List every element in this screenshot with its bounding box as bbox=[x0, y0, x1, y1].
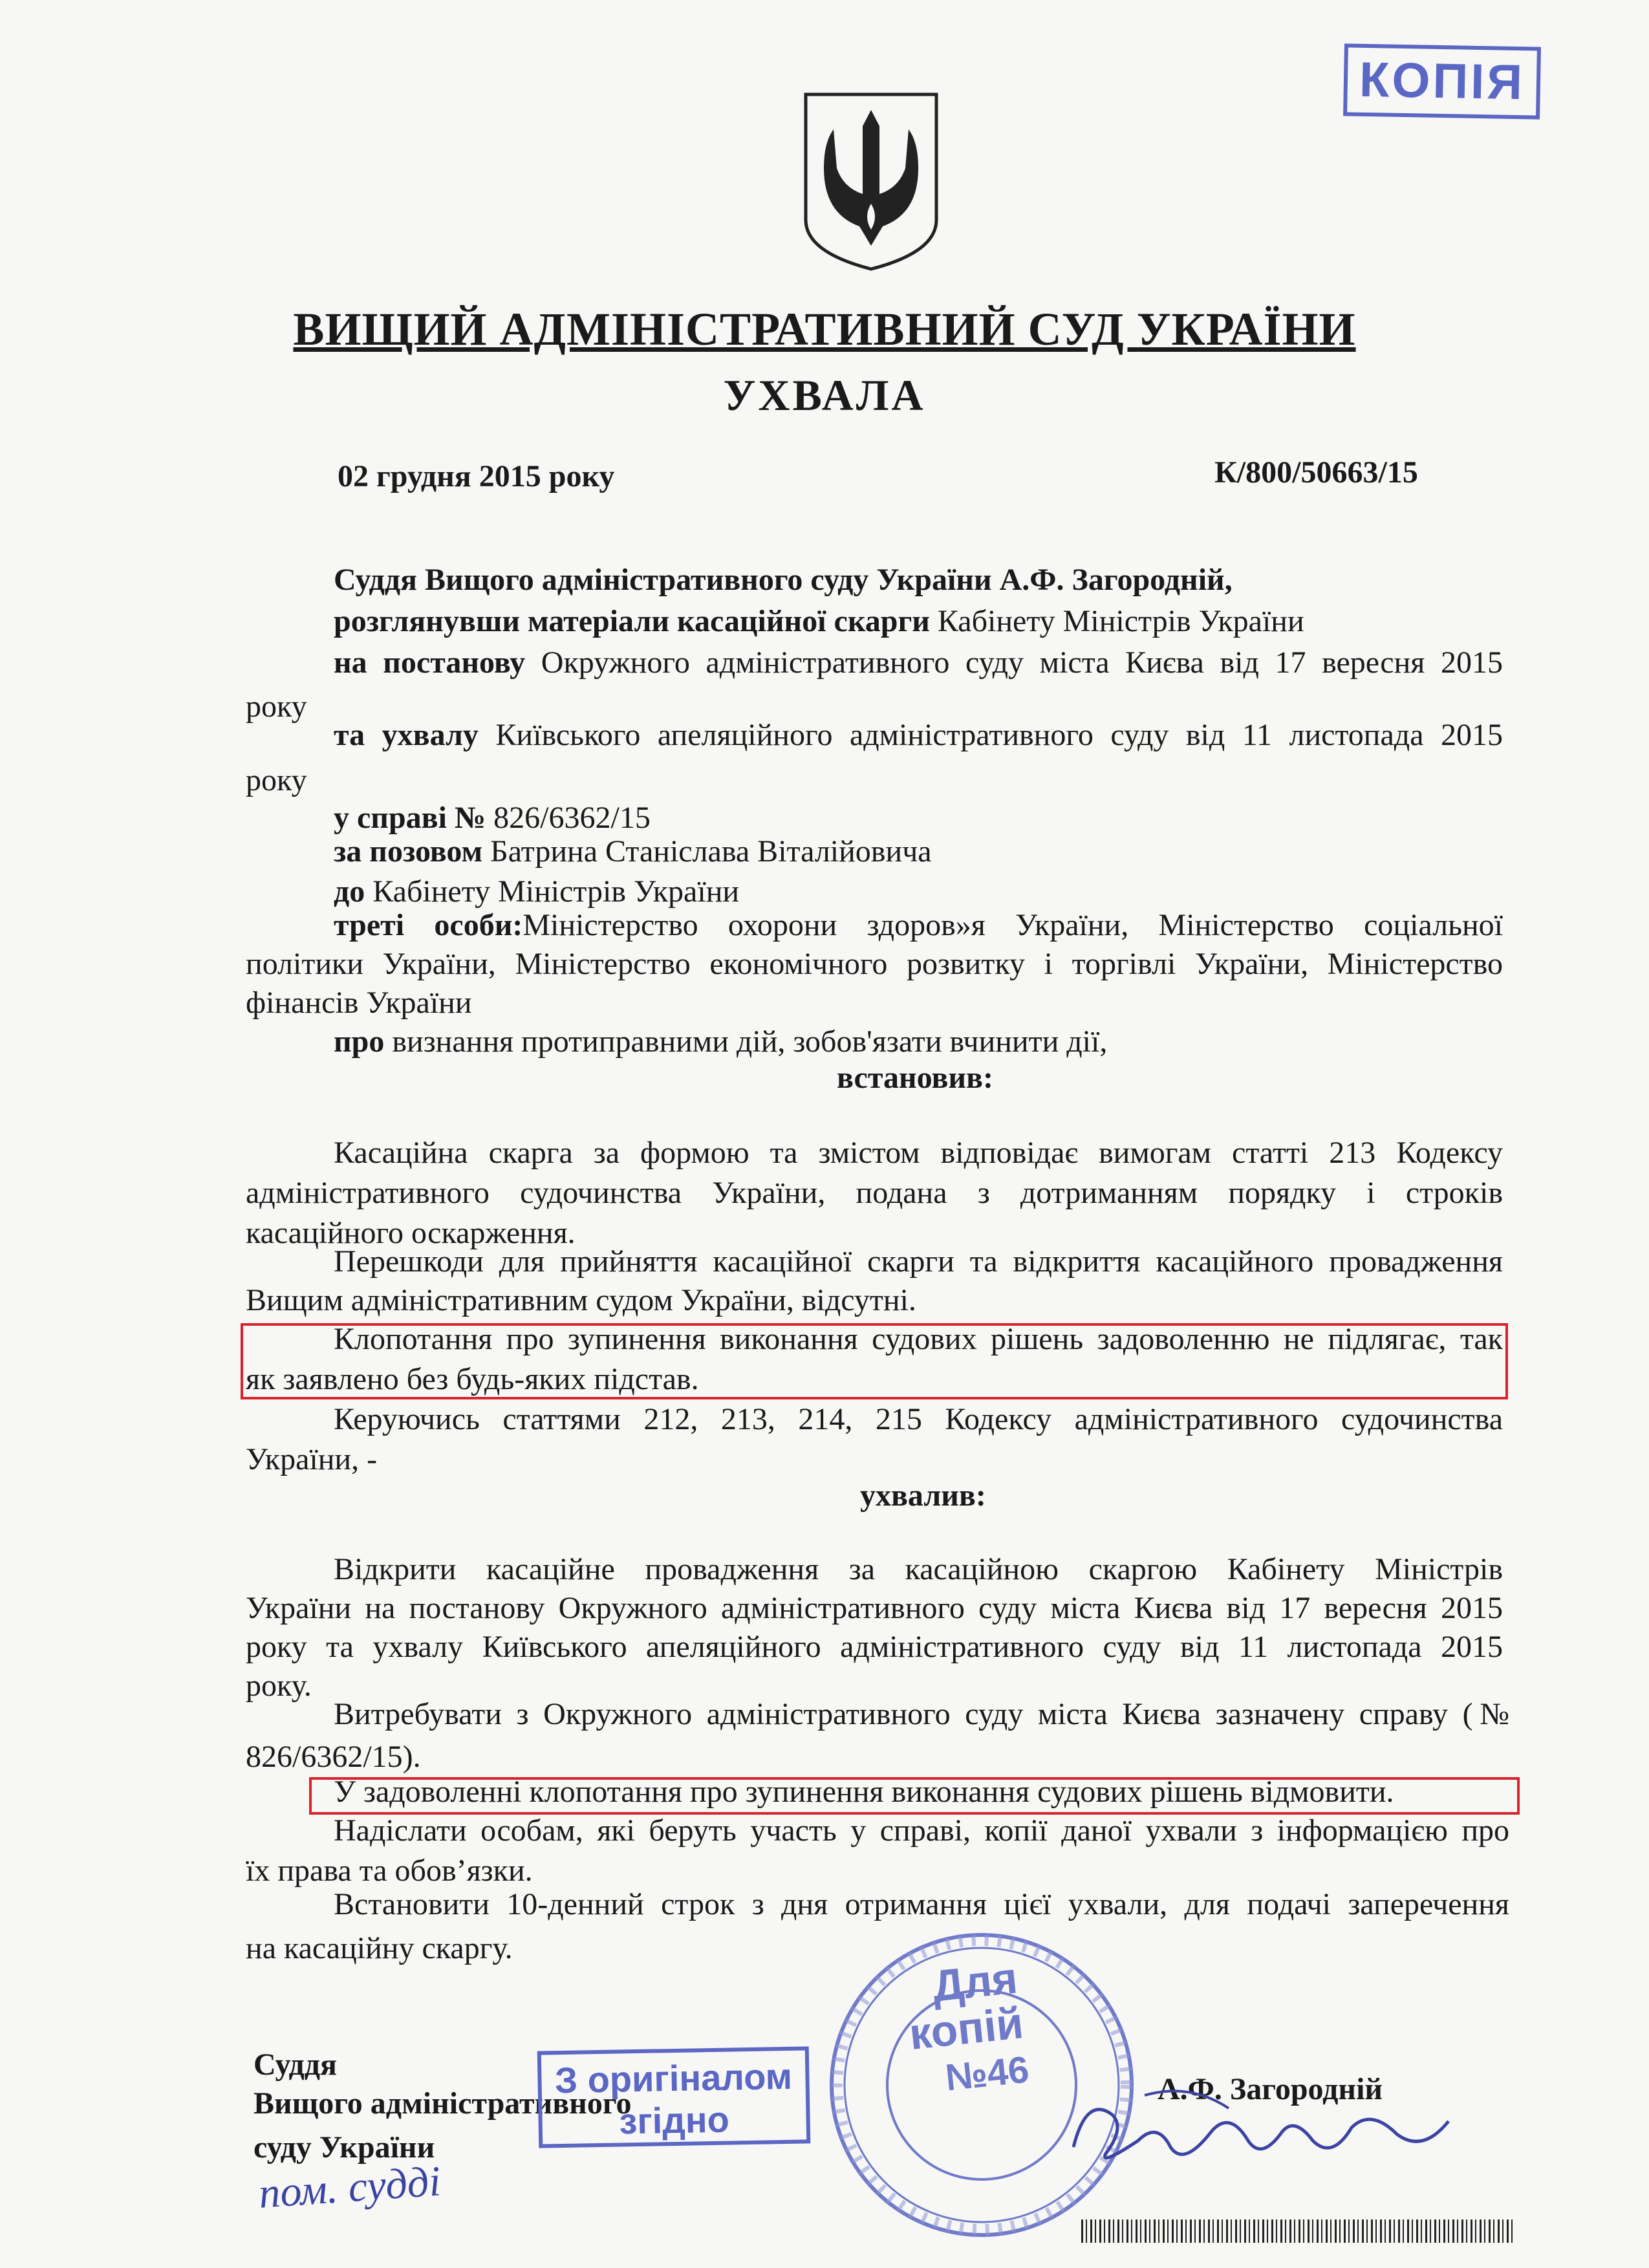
established-p2-line-2: Вищим адміністративним судом України, відсутні. bbox=[246, 1283, 916, 1317]
court-name: ВИЩИЙ АДМІНІСТРАТИВНИЙ СУД УКРАЇНИ bbox=[293, 303, 1356, 355]
ruled-p3: У задоволенні клопотання про зупинення виконання судових рішень відмовити. bbox=[334, 1775, 1394, 1809]
ruled-p1-line-4: року. bbox=[246, 1669, 312, 1703]
signature-title-line-2: Вищого адміністративного bbox=[253, 2086, 632, 2121]
decree-continuation: року bbox=[246, 689, 307, 724]
against-label: до bbox=[334, 874, 365, 909]
round-seal-line-3: №46 bbox=[943, 2048, 1031, 2099]
document-type: УХВАЛА bbox=[723, 371, 926, 420]
ruled-p2-line-1: Витребувати з Окружного адміністративного суду міста Києва зазначену справу (№ bbox=[334, 1697, 1509, 1731]
handwritten-signature bbox=[1061, 2069, 1461, 2173]
ruled-p2-line-2: 826/6362/15). bbox=[246, 1740, 421, 1774]
signature-title-line-1: Суддя bbox=[253, 2047, 337, 2082]
ruled-p5-line-2: на касаційну скаргу. bbox=[246, 1931, 513, 1965]
ruling-label: та ухвалу bbox=[334, 718, 479, 752]
ruling-continuation: року bbox=[246, 763, 307, 797]
reviewed-label: розглянувши матеріали касаційної скарги bbox=[334, 604, 930, 638]
signer-name: А.Ф. Загородній bbox=[1158, 2072, 1383, 2106]
about-label: про bbox=[334, 1024, 385, 1059]
established-p3-line-1: Клопотання про зупинення виконання судових рішень задоволенню не підлягає, так bbox=[334, 1322, 1503, 1356]
established-p1-line-1: Касаційна скарга за формою та змістом відповідає вимогам статті 213 Кодексу bbox=[334, 1136, 1503, 1170]
established-heading: встановив: bbox=[837, 1061, 993, 1095]
third-parties-line-2: політики України, Міністерство економічного розвитку і торгівлі України, Міністерство bbox=[246, 947, 1503, 981]
about-line bbox=[334, 1022, 1107, 1062]
claim-value: Батрина Станіслава Віталійовича bbox=[482, 834, 932, 869]
ruled-p5-line-1: Встановити 10-денний строк з дня отримання цієї ухвали, для подачі заперечення bbox=[334, 1887, 1509, 1921]
case-number-value: 826/6362/15 bbox=[486, 801, 651, 835]
case-reference: К/800/50663/15 bbox=[1214, 455, 1418, 490]
established-p1-line-2: адміністративного судочинства України, подана з дотриманням порядку і строків bbox=[246, 1176, 1503, 1210]
reviewed-line bbox=[334, 601, 1304, 642]
copy-stamp: КОПІЯ bbox=[1343, 43, 1541, 119]
original-stamp-line-1: З оригіналом bbox=[554, 2055, 793, 2101]
established-p3-line-2: як заявлено без будь-яких підстав. bbox=[246, 1362, 699, 1396]
third-parties-value: Міністерство охорони здоров»я України, Міністерство соціальної bbox=[523, 908, 1503, 942]
ruled-p4-line-2: їх права та обов’язки. bbox=[246, 1853, 533, 1888]
decree-line bbox=[334, 643, 1503, 683]
reviewed-value: Кабінету Міністрів України bbox=[929, 604, 1304, 638]
established-p4-line-2: України, - bbox=[246, 1442, 378, 1476]
handwritten-note: пом. судді bbox=[257, 2157, 442, 2218]
against-value: Кабінету Міністрів України bbox=[365, 874, 740, 909]
third-parties-label: треті особи: bbox=[334, 908, 523, 942]
established-p1-line-3: касаційного оскарження. bbox=[246, 1216, 576, 1250]
ruling-line bbox=[334, 715, 1503, 755]
third-parties-line-1 bbox=[334, 905, 1503, 945]
third-parties-line-3: фінансів України bbox=[246, 986, 472, 1020]
round-seal-line-2: копій bbox=[907, 1998, 1026, 2060]
original-stamp-line-2: згідно bbox=[618, 2099, 730, 2142]
document-date: 02 грудня 2015 року bbox=[338, 459, 615, 493]
established-p4-line-1: Керуючись статтями 212, 213, 214, 215 Кодексу адміністративного судочинства bbox=[334, 1402, 1503, 1436]
original-conformity-stamp bbox=[537, 2046, 811, 2148]
judge-line: Суддя Вищого адміністративного суду України А.Ф. Загородній, bbox=[334, 563, 1233, 597]
round-seal-line-1: Для bbox=[930, 1953, 1020, 2011]
established-p2-line-1: Перешкоди для прийняття касаційної скарги та відкриття касаційного провадження bbox=[334, 1244, 1503, 1279]
ruled-p1-line-1: Відкрити касаційне провадження за касаційною скаргою Кабінету Міністрів bbox=[334, 1552, 1503, 1586]
ruled-p4-line-1: Надіслати особам, які беруть участь у справі, копії даної ухвали з інформацією про bbox=[334, 1813, 1509, 1848]
case-number-label: у справі № bbox=[334, 801, 486, 835]
about-value: визнання протиправними дій, зобов'язати вчинити дії, bbox=[384, 1024, 1108, 1059]
barcode bbox=[1081, 2219, 1516, 2243]
claim-label: за позовом bbox=[334, 834, 483, 869]
decree-label: на постанову bbox=[334, 645, 526, 680]
claim-line bbox=[334, 832, 932, 872]
decree-value: Окружного адміністративного суду міста Києва від 17 вересня 2015 bbox=[525, 645, 1503, 680]
signature-title-line-3: суду України bbox=[253, 2130, 435, 2165]
ruled-heading: ухвалив: bbox=[860, 1478, 986, 1513]
ruling-value: Київського апеляційного адміністративного суду від 11 листопада 2015 bbox=[478, 718, 1503, 752]
ruled-p1-line-3: року та ухвалу Київського апеляційного адміністративного суду від 11 листопада 2015 bbox=[246, 1630, 1503, 1664]
coat-of-arms-icon bbox=[802, 91, 940, 273]
ruled-p1-line-2: України на постанову Окружного адміністративного суду міста Києва від 17 вересня 2015 bbox=[246, 1591, 1503, 1625]
